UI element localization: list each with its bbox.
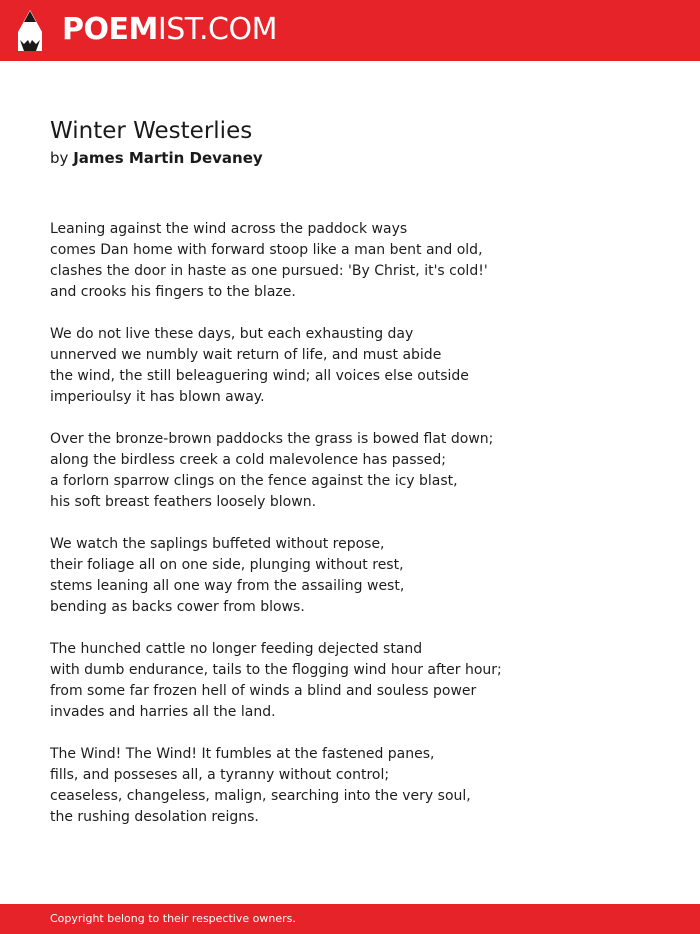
poem-line: Over the bronze-brown paddocks the grass is bowed flat down; <box>50 431 494 447</box>
site-logo[interactable] <box>62 12 277 48</box>
poem-line: comes Dan home with forward stoop like a man bent and old, <box>50 242 483 258</box>
poem-line: the wind, the still beleaguering wind; all voices else outside <box>50 368 469 384</box>
poem-line: fills, and posseses all, a tyranny without control; <box>50 767 390 783</box>
poem-line: Leaning against the wind across the paddock ways <box>50 221 408 237</box>
poem-body <box>50 219 670 849</box>
by-label: by <box>50 149 69 167</box>
poem-line: the rushing desolation reigns. <box>50 809 259 825</box>
poem-line: their foliage all on one side, plunging without rest, <box>50 557 404 573</box>
poem-line: bending as backs cower from blows. <box>50 599 305 615</box>
poem-line: stems leaning all one way from the assailing west, <box>50 578 405 594</box>
copyright-notice: Copyright belong to their respective owners. <box>50 912 296 925</box>
logo-text-strong: POEM <box>62 12 158 47</box>
poem-line: The Wind! The Wind! It fumbles at the fastened panes, <box>50 746 435 762</box>
poem-author: James Martin Devaney <box>73 149 263 167</box>
poem-line: along the birdless creek a cold malevolence has passed; <box>50 452 447 468</box>
poem-line: We watch the saplings buffeted without repose, <box>50 536 385 552</box>
poem-line: ceaseless, changeless, malign, searching into the very soul, <box>50 788 471 804</box>
poem-line: and crooks his fingers to the blaze. <box>50 284 296 300</box>
poem-line: unnerved we numbly wait return of life, and must abide <box>50 347 442 363</box>
poem-line: from some far frozen hell of winds a blind and souless power <box>50 683 477 699</box>
site-footer <box>0 904 700 934</box>
poem-stanza <box>50 744 670 828</box>
poem-title: Winter Westerlies <box>50 118 253 144</box>
site-header <box>0 0 700 61</box>
pencil-icon <box>18 10 42 51</box>
poem-stanza <box>50 534 670 618</box>
poem-line: invades and harries all the land. <box>50 704 276 720</box>
poem-line: The hunched cattle no longer feeding dejected stand <box>50 641 423 657</box>
poem-line: with dumb endurance, tails to the flogging wind hour after hour; <box>50 662 502 678</box>
poem-byline <box>50 148 263 169</box>
poem-line: We do not live these days, but each exhausting day <box>50 326 414 342</box>
poem-line: clashes the door in haste as one pursued: 'By Christ, it's cold!' <box>50 263 488 279</box>
poem-stanza <box>50 639 670 723</box>
poem-stanza <box>50 324 670 408</box>
logo-text-light: IST.COM <box>157 12 277 47</box>
poem-line: a forlorn sparrow clings on the fence against the icy blast, <box>50 473 458 489</box>
poem-stanza <box>50 429 670 513</box>
poem-line: his soft breast feathers loosely blown. <box>50 494 317 510</box>
poem-stanza <box>50 219 670 303</box>
poem-line: imperioulsy it has blown away. <box>50 389 265 405</box>
